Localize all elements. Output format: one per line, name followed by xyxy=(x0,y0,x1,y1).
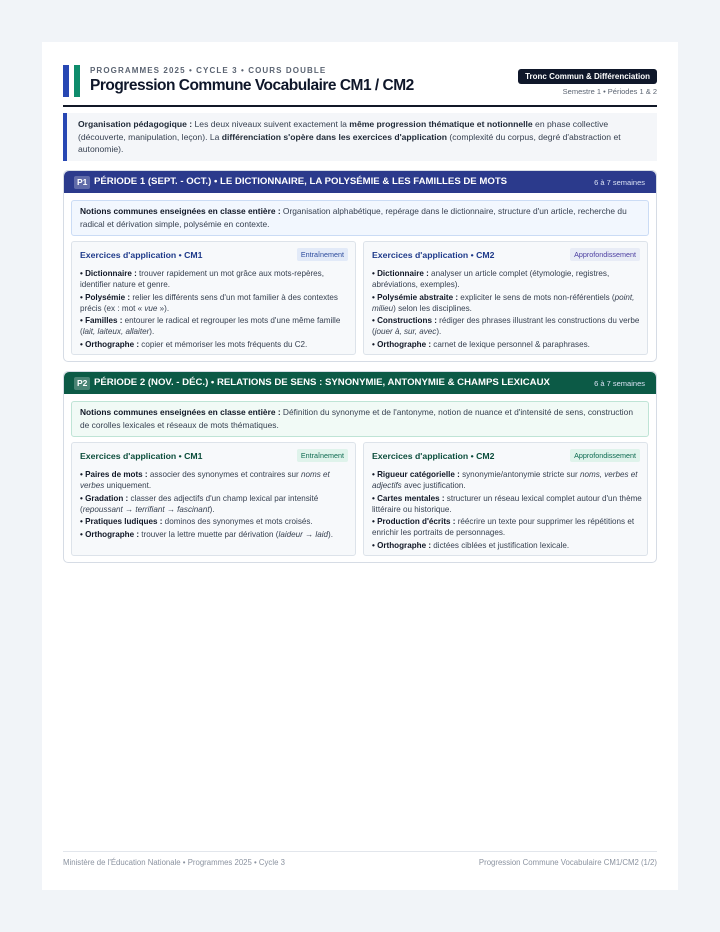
list-item xyxy=(80,516,350,527)
common-text: Organisation alphabétique, repérage dans le dictionnaire, structure d'un article, recherche du radical et dérivation simple, polysémie en contexte. xyxy=(80,206,627,229)
item-label: • Cartes mentales : xyxy=(372,493,445,503)
item-label: • Familles : xyxy=(80,316,123,325)
cm1-exercises xyxy=(71,241,356,355)
item-label: • Dictionnaire : xyxy=(80,269,137,278)
list-item xyxy=(372,540,642,551)
cm2-exercises xyxy=(363,442,648,556)
item-label: • Pratiques ludiques : xyxy=(80,517,163,526)
item-text: ). xyxy=(328,529,333,539)
item-text: trouver rapidement un mot grâce aux mots-repères, identifier nature et genre. xyxy=(80,269,324,289)
period-duration: 6 à 7 semaines xyxy=(594,379,645,388)
cm2-heading: Exercices d'application • CM2 xyxy=(372,250,495,260)
exercise-list xyxy=(80,268,350,351)
period-card-2 xyxy=(63,371,657,563)
item-example: vue xyxy=(144,303,158,313)
note-bold-1: même progression thématique et notionnelle xyxy=(349,119,533,129)
list-item xyxy=(80,493,350,515)
period-header xyxy=(64,171,656,193)
item-text: structurer un réseau lexical complet autour d'un thème littéraire ou historique. xyxy=(372,493,642,514)
period-title: PÉRIODE 2 (NOV. - DÉC.) • RELATIONS DE SENS : SYNONYMIE, ANTONYMIE & CHAMPS LEXICAUX xyxy=(94,377,550,388)
item-example: lait, laiteux, allaiter xyxy=(82,327,150,336)
item-example: laideur → laid xyxy=(278,529,329,539)
item-text: trouver la lettre muette par dérivation ( xyxy=(139,529,279,539)
item-label: • Orthographe : xyxy=(372,540,432,550)
list-item xyxy=(80,292,350,314)
item-example: point, milieu xyxy=(372,292,635,313)
level-chip: Entraînement xyxy=(297,449,348,462)
list-item xyxy=(80,268,350,290)
level-chip: Approfondissement xyxy=(570,248,640,261)
item-text: classer des adjectifs d'un champ lexical par intensité ( xyxy=(80,493,319,514)
item-text: ). xyxy=(209,504,215,514)
footer-right: Progression Commune Vocabulaire CM1/CM2 (1/2) xyxy=(478,858,657,867)
list-item xyxy=(80,339,350,350)
footer-left: Ministère de l'Éducation Nationale • Programmes 2025 • Cycle 3 xyxy=(63,858,285,867)
item-text: réécrire un texte pour supprimer les répétitions et enrichir les portraits de personnages. xyxy=(372,517,635,537)
list-item xyxy=(372,469,642,491)
item-example: noms et verbes xyxy=(80,470,330,490)
blue-stripe xyxy=(63,65,69,97)
item-text: ) selon les disciplines. xyxy=(393,303,472,313)
period-badge: P1 xyxy=(74,176,90,189)
item-example: repoussant → terrifiant → fascinant xyxy=(82,504,210,514)
cm2-exercises xyxy=(363,241,648,355)
note-bold-2: différenciation s'opère dans les exercices d'application xyxy=(221,131,448,142)
note-text-3: (complexité du corpus, degré d'abstraction et autonomie). xyxy=(78,131,621,154)
header-tag: Tronc Commun & Différenciation xyxy=(518,69,657,84)
period-badge: P2 xyxy=(74,377,90,390)
period-header xyxy=(64,372,656,394)
common-notions xyxy=(71,200,649,236)
item-label: • Gradation : xyxy=(80,493,129,503)
exercise-list xyxy=(80,469,350,541)
level-chip: Entraînement xyxy=(297,248,348,261)
item-text: dominos des synonymes et mots croisés. xyxy=(162,517,313,526)
item-text: ). xyxy=(149,327,155,336)
item-label: • Polysémie : xyxy=(80,292,131,302)
cm1-exercises xyxy=(71,442,356,556)
level-chip: Approfondissement xyxy=(570,449,640,462)
list-item xyxy=(372,516,642,538)
list-item xyxy=(372,493,642,515)
common-notions xyxy=(71,401,649,437)
page-title: Progression Commune Vocabulaire CM1 / CM2 xyxy=(90,77,414,94)
list-item xyxy=(372,339,642,350)
period-duration: 6 à 7 semaines xyxy=(594,178,645,187)
list-item xyxy=(372,292,642,314)
item-text: copier et mémoriser les mots fréquents du C2. xyxy=(139,339,308,349)
item-example: noms, verbes et adjectifs xyxy=(372,470,638,490)
item-label: • Production d'écrits : xyxy=(372,517,456,526)
list-item xyxy=(80,315,350,337)
item-text: expliciter le sens de mots non-référentiels ( xyxy=(458,292,615,302)
common-label: Notions communes enseignées en classe entière : xyxy=(80,206,281,216)
item-label: • Orthographe : xyxy=(80,529,140,539)
page-header xyxy=(63,65,657,107)
item-text: associer des synonymes et contraires sur xyxy=(147,470,302,479)
item-text: avec justification. xyxy=(401,481,466,490)
item-label: • Polysémie abstraite : xyxy=(372,292,459,302)
item-label: • Rigueur catégorielle : xyxy=(372,470,460,479)
item-label: • Orthographe : xyxy=(80,339,140,349)
item-example: jouer à, sur, avec xyxy=(374,327,437,336)
list-item xyxy=(80,529,350,540)
note-text-2: en phase collective (découverte, manipulation, leçon). La xyxy=(78,119,609,142)
pedagogical-note xyxy=(63,113,657,161)
item-text: analyser un article complet (étymologie, registres, abréviations, exemples). xyxy=(372,269,610,289)
semester-info: Semestre 1 • Périodes 1 & 2 xyxy=(562,87,657,96)
item-text: relier les différents sens d'un mot familier à des contextes précis (ex : mot « xyxy=(80,292,338,313)
exercise-list xyxy=(372,268,642,351)
item-text: synonymie/antonymie stricte sur xyxy=(459,470,580,479)
item-text: uniquement. xyxy=(104,481,152,490)
list-item xyxy=(80,469,350,491)
note-text-1: Les deux niveaux suivent exactement la xyxy=(192,119,350,129)
document-page xyxy=(42,42,678,890)
item-label: • Orthographe : xyxy=(372,339,432,349)
cm1-heading: Exercices d'application • CM1 xyxy=(80,250,203,260)
item-text: dictées ciblées et justification lexicale. xyxy=(431,540,570,550)
exercise-list xyxy=(372,469,642,552)
header-kicker: PROGRAMMES 2025 • CYCLE 3 • COURS DOUBLE xyxy=(90,66,327,75)
item-label: • Constructions : xyxy=(372,316,437,325)
item-text: »). xyxy=(157,303,170,313)
cm1-heading: Exercices d'application • CM1 xyxy=(80,451,203,461)
page-footer xyxy=(63,851,657,867)
item-text: carnet de lexique personnel & paraphrases. xyxy=(431,339,590,349)
period-title: PÉRIODE 1 (SEPT. - OCT.) • LE DICTIONNAIRE, LA POLYSÉMIE & LES FAMILLES DE MOTS xyxy=(94,176,508,187)
item-label: • Paires de mots : xyxy=(80,470,148,479)
item-text: ). xyxy=(436,327,442,336)
item-text: rédiger des phrases illustrant les constructions du verbe ( xyxy=(372,316,640,336)
common-text: Définition du synonyme et de l'antonyme, notion de nuance et d'intensité de sens, construction de corolles lexicales et réseaux de mots thématiques. xyxy=(80,407,633,430)
cm2-heading: Exercices d'application • CM2 xyxy=(372,451,495,461)
list-item xyxy=(372,268,642,290)
item-text: entourer le radical et regrouper les mots d'une même famille ( xyxy=(80,316,341,336)
list-item xyxy=(372,315,642,337)
common-label: Notions communes enseignées en classe entière : xyxy=(80,407,281,417)
green-stripe xyxy=(74,65,80,97)
item-label: • Dictionnaire : xyxy=(372,269,429,278)
note-label: Organisation pédagogique : xyxy=(78,119,193,129)
period-card-1 xyxy=(63,170,657,362)
